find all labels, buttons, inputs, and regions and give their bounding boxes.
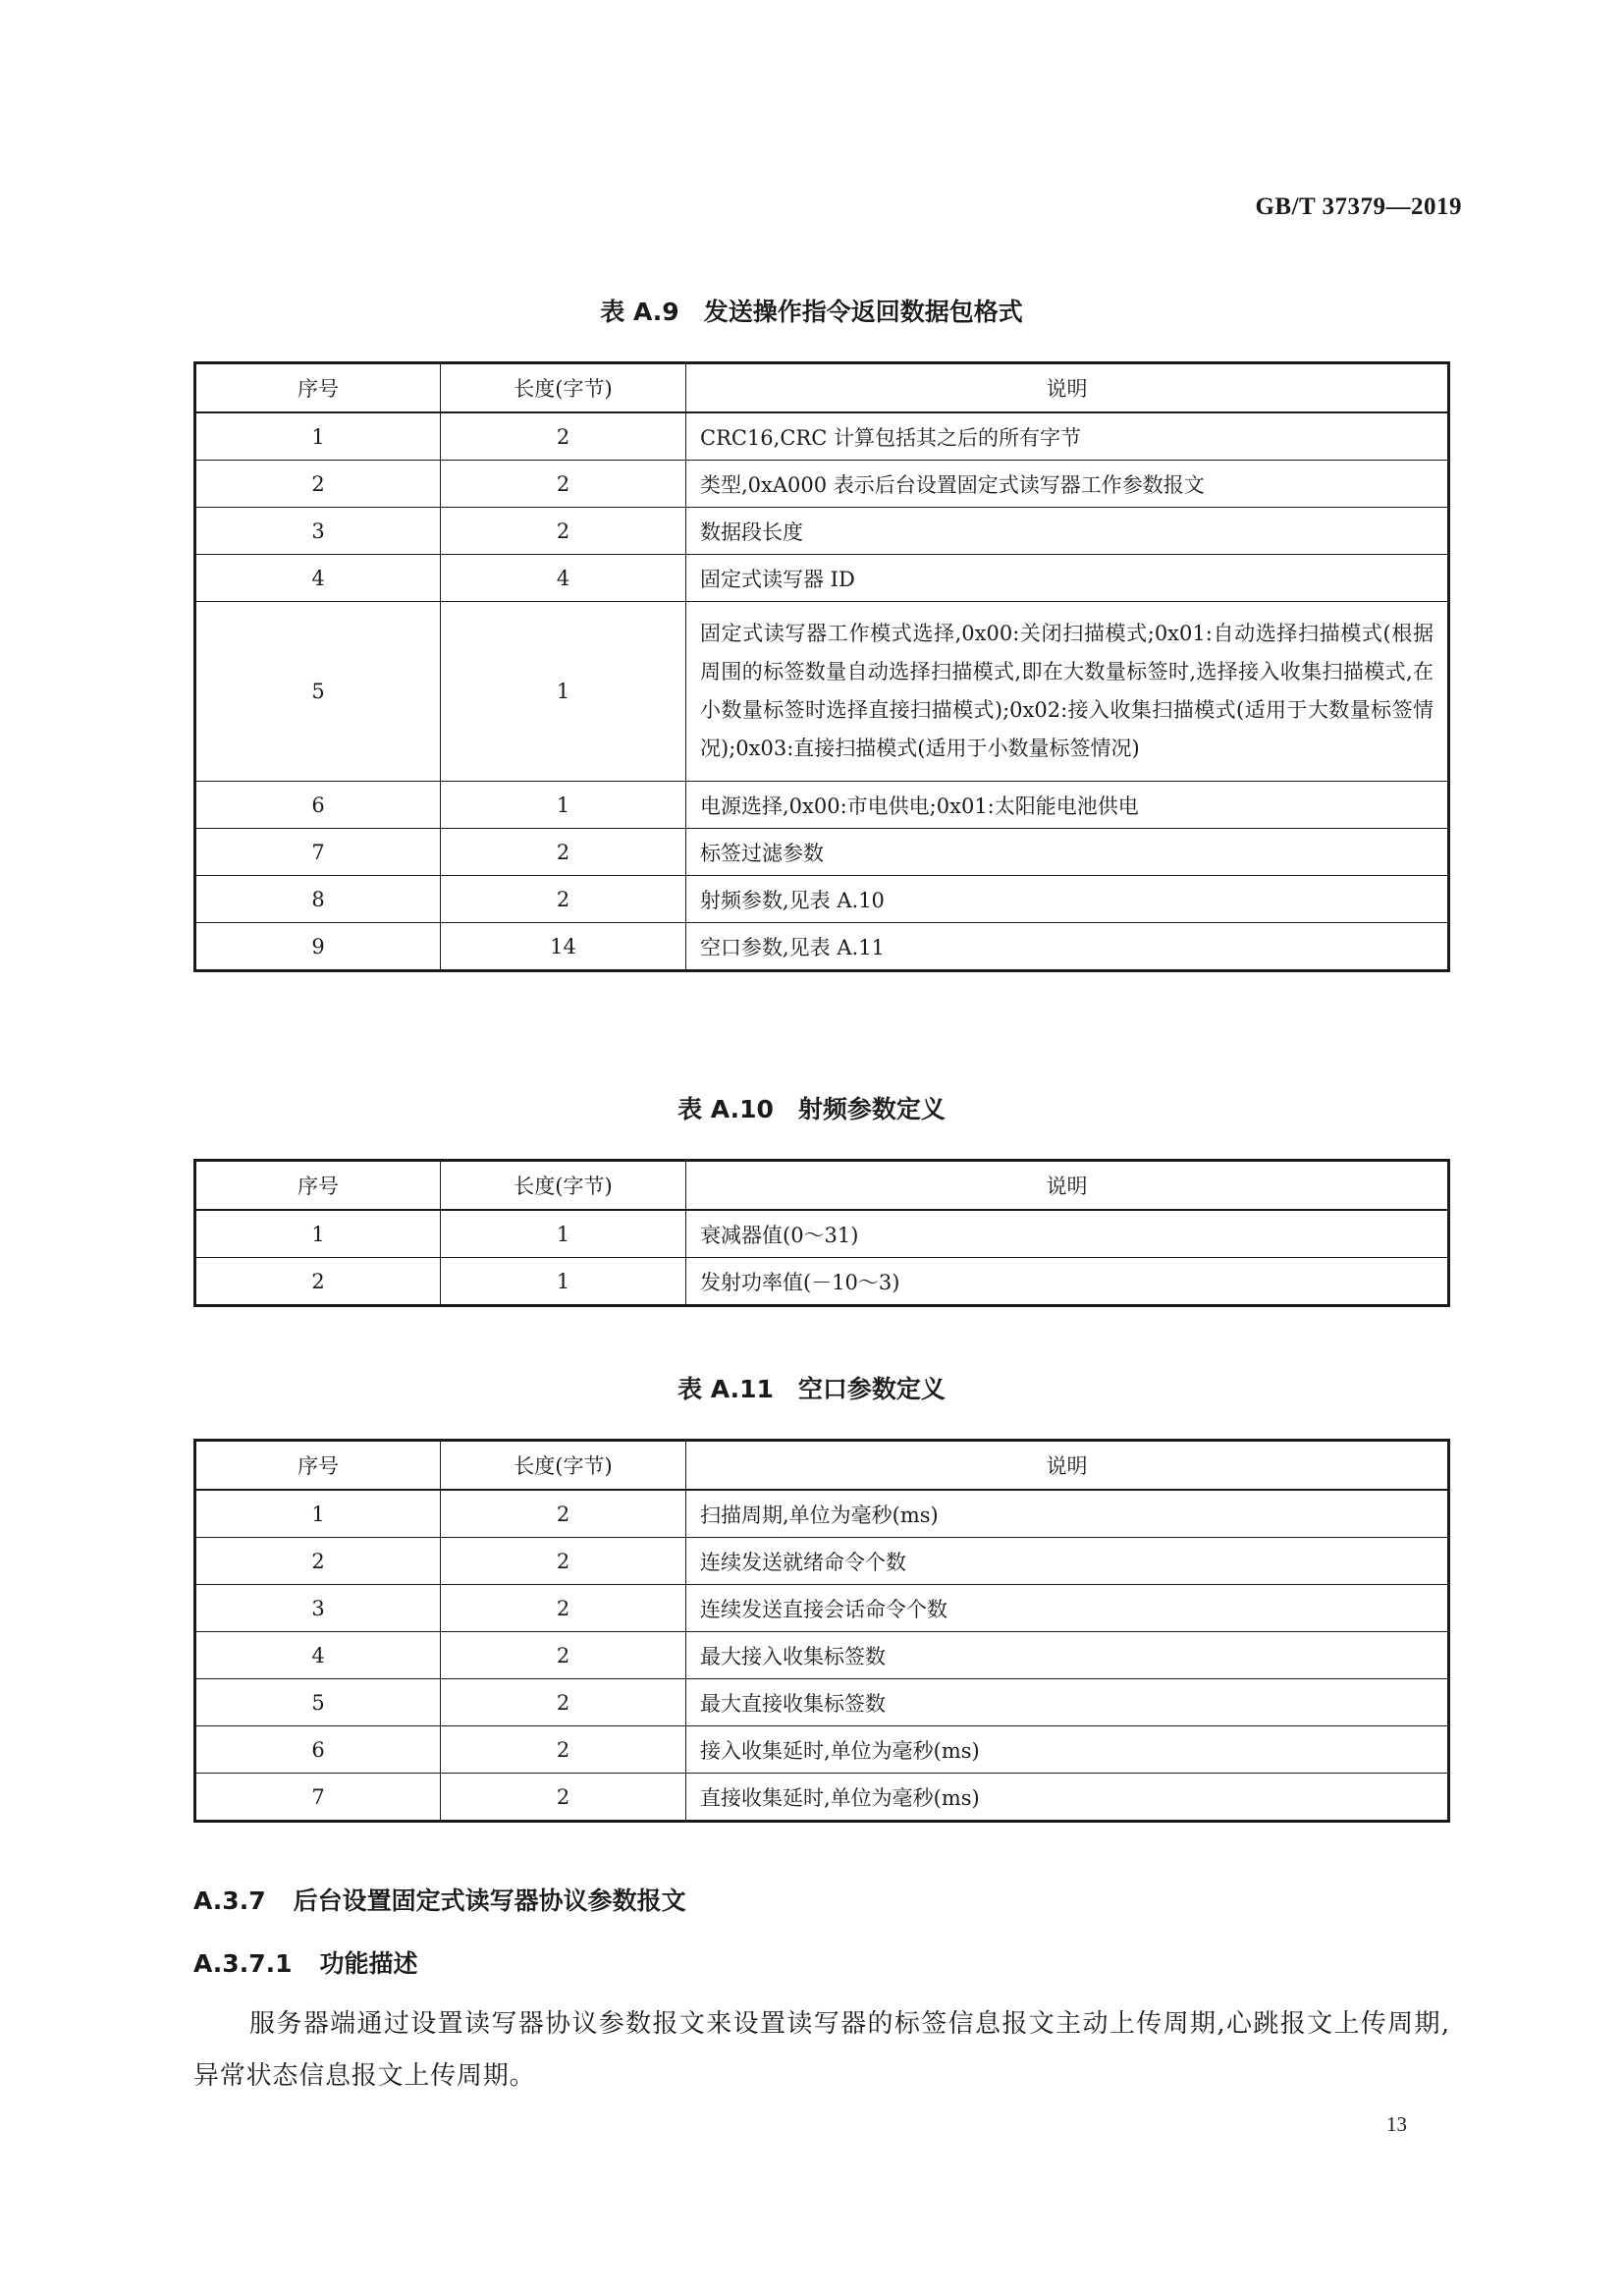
table-a10-title: 表 A.10 射频参数定义 (677, 1095, 946, 1123)
table-header-row (195, 1441, 1449, 1491)
cell-index: 3 (195, 508, 441, 555)
column-header-description: 说明 (686, 1441, 1449, 1491)
cell-length: 2 (441, 1490, 686, 1538)
cell-index: 7 (195, 829, 441, 876)
cell-length: 1 (441, 1258, 686, 1306)
cell-index: 5 (195, 1679, 441, 1726)
cell-length: 1 (441, 782, 686, 829)
section-title: 功能描述 (319, 1949, 418, 1978)
column-header-length: 长度(字节) (441, 363, 686, 413)
cell-description: 最大直接收集标签数 (686, 1679, 1449, 1726)
column-header-description: 说明 (686, 1161, 1449, 1211)
cell-description: CRC16,CRC 计算包括其之后的所有字节 (686, 412, 1449, 461)
cell-length: 2 (441, 1632, 686, 1679)
cell-length: 2 (441, 1585, 686, 1632)
cell-length: 4 (441, 555, 686, 602)
table-row (195, 1585, 1449, 1632)
cell-index: 1 (195, 1490, 441, 1538)
cell-description: 发射功率值(－10～3) (686, 1258, 1449, 1306)
column-header-description: 说明 (686, 363, 1449, 413)
cell-length: 1 (441, 602, 686, 782)
table-row (195, 923, 1449, 971)
cell-description: 最大接入收集标签数 (686, 1632, 1449, 1679)
cell-description: 扫描周期,单位为毫秒(ms) (686, 1490, 1449, 1538)
cell-description: 数据段长度 (686, 508, 1449, 555)
table-row (195, 555, 1449, 602)
table-row (195, 1490, 1449, 1538)
table-row (195, 602, 1449, 782)
column-header-index: 序号 (195, 363, 441, 413)
table-row (195, 782, 1449, 829)
cell-index: 3 (195, 1585, 441, 1632)
cell-description: 标签过滤参数 (686, 829, 1449, 876)
table-row (195, 1258, 1449, 1306)
cell-description: 直接收集延时,单位为毫秒(ms) (686, 1774, 1449, 1822)
table-row (195, 508, 1449, 555)
table-row (195, 1538, 1449, 1585)
cell-description: 射频参数,见表 A.10 (686, 876, 1449, 923)
table-row (195, 1726, 1449, 1774)
table-row (195, 412, 1449, 461)
cell-length: 1 (441, 1210, 686, 1258)
cell-length: 2 (441, 876, 686, 923)
cell-length: 2 (441, 412, 686, 461)
section-heading-a371 (193, 1944, 418, 1980)
table-a10 (193, 1159, 1450, 1307)
table-row (195, 1210, 1449, 1258)
column-header-index: 序号 (195, 1441, 441, 1491)
column-header-length: 长度(字节) (441, 1161, 686, 1211)
table-a9 (193, 361, 1450, 972)
column-header-length: 长度(字节) (441, 1441, 686, 1491)
cell-index: 2 (195, 1258, 441, 1306)
cell-description: 衰减器值(0～31) (686, 1210, 1449, 1258)
table-row (195, 829, 1449, 876)
table-row (195, 1679, 1449, 1726)
cell-description: 空口参数,见表 A.11 (686, 923, 1449, 971)
cell-description: 连续发送就绪命令个数 (686, 1538, 1449, 1585)
table-row (195, 461, 1449, 508)
table-row (195, 1774, 1449, 1822)
cell-index: 2 (195, 461, 441, 508)
cell-index: 6 (195, 782, 441, 829)
table-a9-title: 表 A.9 发送操作指令返回数据包格式 (600, 298, 1023, 326)
cell-index: 2 (195, 1538, 441, 1585)
section-title: 后台设置固定式读写器协议参数报文 (293, 1886, 686, 1915)
cell-index: 6 (195, 1726, 441, 1774)
cell-length: 2 (441, 829, 686, 876)
cell-index: 9 (195, 923, 441, 971)
page-number: 13 (1386, 2112, 1407, 2136)
table-header-row (195, 1161, 1449, 1211)
cell-length: 2 (441, 1774, 686, 1822)
cell-description: 电源选择,0x00:市电供电;0x01:太阳能电池供电 (686, 782, 1449, 829)
table-row (195, 876, 1449, 923)
cell-index: 1 (195, 412, 441, 461)
cell-index: 1 (195, 1210, 441, 1258)
cell-index: 4 (195, 1632, 441, 1679)
table-header-row (195, 363, 1449, 413)
cell-description: 连续发送直接会话命令个数 (686, 1585, 1449, 1632)
cell-length: 2 (441, 1726, 686, 1774)
table-a11 (193, 1439, 1450, 1823)
body-paragraph: 服务器端通过设置读写器协议参数报文来设置读写器的标签信息报文主动上传周期,心跳报文上传周期,异常状态信息报文上传周期。 (193, 2009, 1450, 2091)
section-number: A.3.7.1 (193, 1949, 293, 1978)
cell-index: 7 (195, 1774, 441, 1822)
table-row (195, 1632, 1449, 1679)
cell-description: 固定式读写器 ID (686, 555, 1449, 602)
cell-length: 2 (441, 1538, 686, 1585)
standard-number: GB/T 37379—2019 (1255, 193, 1462, 220)
table-a11-title: 表 A.11 空口参数定义 (677, 1375, 946, 1403)
cell-length: 14 (441, 923, 686, 971)
column-header-index: 序号 (195, 1161, 441, 1211)
cell-description: 类型,0xA000 表示后台设置固定式读写器工作参数报文 (686, 461, 1449, 508)
cell-index: 5 (195, 602, 441, 782)
cell-length: 2 (441, 1679, 686, 1726)
cell-index: 8 (195, 876, 441, 923)
cell-description: 固定式读写器工作模式选择,0x00:关闭扫描模式;0x01:自动选择扫描模式(根据周围的标签数量自动选择扫描模式,即在大数量标签时,选择接入收集扫描模式,在小数量标签时选择直接扫描模式);0x02:接入收集扫描模式(适用于大数量标签情况);0x03:直接扫描模式(适用于小数量标签情况) (686, 602, 1449, 782)
section-number: A.3.7 (193, 1886, 266, 1915)
cell-index: 4 (195, 555, 441, 602)
cell-description: 接入收集延时,单位为毫秒(ms) (686, 1726, 1449, 1774)
cell-length: 2 (441, 508, 686, 555)
cell-length: 2 (441, 461, 686, 508)
section-heading-a37 (193, 1882, 686, 1917)
